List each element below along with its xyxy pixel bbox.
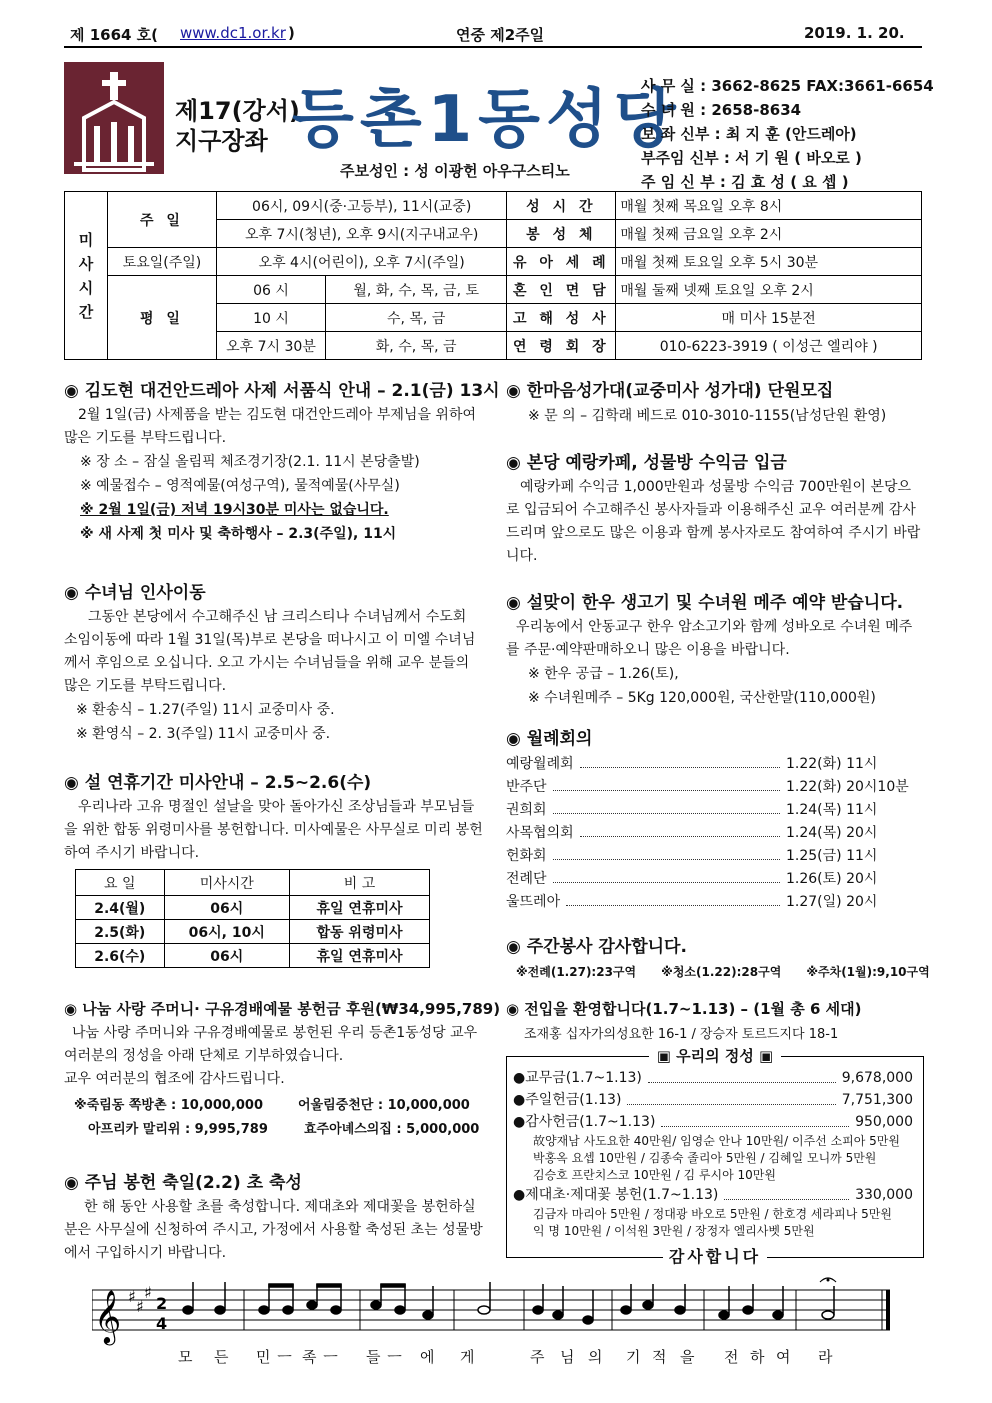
section-heading: ◉ 월례회의 (506, 729, 593, 749)
event-time: 매월 첫째 목요일 오후 8시 (616, 192, 922, 220)
choir-section (506, 376, 922, 428)
mass-schedule-table (64, 191, 922, 360)
section-body: 우리농에서 안동교구 한우 암소고기와 함께 성바오로 수녀원 메주를 주문·예약판매하오니 많은 이용을 바랍니다. (506, 619, 913, 658)
event-time: 010-6223-3919 ( 이성근 엘리야 ) (616, 332, 922, 360)
ordination-section (64, 376, 500, 546)
event-time: 매월 첫째 토요일 오후 5시 30분 (616, 248, 922, 276)
note: ※ 환영식 – 2. 3(주일) 11시 교중미사 중. (76, 726, 331, 742)
time-signature-top: 2 (156, 1294, 168, 1313)
weekday-days: 화, 수, 목, 금 (326, 332, 507, 360)
service-line: ※전례(1.27):23구역 ※청소(1.22):28구역 ※주차(1월):9,10구역 (516, 965, 930, 979)
table-row: 2.4(월) 06시 휴일 연휴미사 (76, 896, 430, 920)
section-heading: ◉ 전입을 환영합니다(1.7~1.13) – (1월 총 6 세대) (506, 1000, 862, 1018)
saturday-label: 토요일(주일) (108, 248, 217, 276)
notes (183, 1282, 834, 1324)
sunday-label: 주 일 (108, 192, 217, 248)
issue-number: 제 1664 호( (70, 26, 159, 44)
contact-info (641, 74, 934, 194)
saturday-mass: 오후 4시(어린이), 오후 7시(주일) (217, 248, 507, 276)
lyric-syllable: 모 (178, 1348, 194, 1366)
sharp-icon: ♯ (144, 1283, 152, 1302)
lyric-syllable: 전 (724, 1348, 740, 1366)
lyric-syllable: 에 (420, 1348, 436, 1366)
section-heading: ◉ 나눔 사랑 주머니· 구유경배예물 봉헌금 후원(₩34,995,789) (64, 1000, 501, 1018)
donation-item: 어울림중천단 : 10,000,000 (298, 1098, 470, 1113)
lunar-mass-table (75, 869, 430, 968)
lyric-syllable: 기 (626, 1348, 642, 1366)
sunday-mass-1: 06시, 09시(중·고등부), 11시(교중) (217, 192, 507, 220)
assistant-priest: 보 좌 신부 : 최 지 훈 (안드레아) (641, 125, 857, 143)
section-heading: ◉ 김도현 대건안드레아 사제 서품식 안내 – 2.1(금) 13시 (64, 381, 500, 401)
weekday-label: 평 일 (108, 276, 217, 360)
weekday-days: 월, 화, 수, 목, 금, 토 (326, 276, 507, 304)
lyric-syllable: 여 (776, 1348, 792, 1366)
sunday-mass-2: 오후 7시(청년), 오후 9시(지구내교우) (217, 220, 507, 248)
event-time: 매월 첫째 금요일 오후 2시 (616, 220, 922, 248)
section-heading: ◉ 설맞이 한우 생고기 및 수녀원 메주 예약 받습니다. (506, 593, 904, 613)
section-body-2: 교우 여러분의 협조에 감사드립니다. (64, 1071, 285, 1087)
section-body: 나눔 사랑 주머니와 구유경배예물로 봉헌된 우리 등촌1동성당 교우 여러분의 정성을 아래 단체로 기부하였습니다. (64, 1025, 478, 1064)
offering-row: ●제대초·제대꽃 봉헌(1.7~1.13) 330,000 (513, 1184, 913, 1206)
column-header: 미사시간 (164, 870, 290, 896)
website-link[interactable]: www.dc1.or.kr (180, 24, 286, 42)
event-name: 성 시 간 (507, 192, 616, 220)
offering-row: ●교무금(1.7~1.13) 9,678,000 (513, 1067, 913, 1089)
section-heading: ◉ 본당 예랑카페, 성물방 수익금 입금 (506, 453, 787, 473)
thanks-detail: 김승호 프란치스코 10만원 / 김 루시아 10만원 (533, 1168, 776, 1182)
offering-title: ▣ 우리의 정성 ▣ (649, 1047, 781, 1065)
district-line-2: 지구장좌 (175, 127, 268, 155)
treble-clef-icon: 𝄞 (94, 1289, 122, 1343)
altar-detail: 익 명 10만원 / 이석원 3만원 / 장정자 엘리사벳 5만원 (533, 1224, 815, 1238)
event-name: 연 령 회 장 (507, 332, 616, 360)
note: ※ 수녀원메주 – 5Kg 120,000원, 국산한말(110,000원) (528, 690, 876, 706)
note: ※ 예물접수 – 영적예물(여성구역), 물적예물(사무실) (80, 478, 400, 494)
church-icon (64, 62, 164, 174)
list-item: 전례단 1.26(토) 20시 (506, 868, 886, 891)
time-signature-bottom: 4 (156, 1314, 168, 1333)
list-item: 반주단 1.22(화) 20시10분 (506, 776, 886, 799)
parish-title: 등촌1동성당 (292, 83, 682, 157)
music-staff (92, 1276, 892, 1346)
lyric-syllable: 의 (588, 1348, 604, 1366)
event-name: 봉 성 체 (507, 220, 616, 248)
section-heading: ◉ 주님 봉헌 축일(2.2) 초 축성 (64, 1173, 302, 1193)
lyric-syllable: 주 (530, 1348, 546, 1366)
lyric-syllable: 족 ㅡ (302, 1348, 339, 1366)
thanks-text: 감사합니다 (663, 1247, 767, 1266)
lunar-section (64, 768, 484, 865)
section-heading: ◉ 수녀님 인사이동 (64, 583, 206, 603)
section-body: 예랑카페 수익금 1,000만원과 성물방 수익금 700만원이 본당으로 입금되어 수고해주신 봉사자들과 이용해주신 교우 여러분께 감사드리며 앞으로도 많은 이용과 함께 봉사자로도 참여하여 주시기 바랍니다. (506, 479, 921, 564)
issue-close: ) (288, 24, 295, 42)
column-header: 요 일 (76, 870, 165, 896)
table-row: 2.5(화) 06시, 10시 합동 위령미사 (76, 920, 430, 944)
altar-detail: 김금자 마리아 5만원 / 정대광 바오로 5만원 / 한호경 세라피나 5만원 (533, 1207, 892, 1221)
event-time: 매 미사 15분전 (616, 304, 922, 332)
mass-time-label: 미 사 시 간 (65, 192, 108, 360)
lyric-syllable: 게 (460, 1348, 476, 1366)
section-body: 한 해 동안 사용할 초를 축성합니다. 제대초와 제대꽃을 봉헌하실 분은 사무실에 신청하여 주시고, 가정에서 사용할 축성된 초는 성물방에서 구입하시기 바랍니다. (64, 1199, 483, 1261)
list-item: 사목협의회 1.24(목) 20시 (506, 822, 886, 845)
column-header: 비 고 (290, 870, 430, 896)
district-label (175, 96, 300, 156)
convent-phone: 수 녀 원 : 2658-8634 (641, 101, 802, 119)
office-phone: 사 무 실 : 3662-8625 FAX:3661-6654 (641, 77, 934, 95)
liturgical-sunday: 연중 제2주일 (456, 26, 545, 44)
note: ※ 2월 1일(금) 저녁 19시30분 미사는 없습니다. (80, 502, 389, 518)
lyric-syllable: 든 (214, 1348, 230, 1366)
welcome-section (506, 998, 922, 1042)
list-item: 헌화회 1.25(금) 11시 (506, 845, 886, 868)
thanks-detail: 박홍옥 요셉 10만원 / 김종숙 졸리아 5만원 / 김혜일 모니까 5만원 (533, 1151, 877, 1165)
masthead-bar (64, 22, 922, 48)
parish-logo (64, 62, 164, 174)
note: ※ 새 사제 첫 미사 및 축하행사 – 2.3(주일), 11시 (80, 526, 397, 542)
sharp-icon: ♯ (136, 1297, 144, 1316)
table-row: 2.6(수) 06시 휴일 연휴미사 (76, 944, 430, 968)
donation-item: 효주아녜스의집 : 5,000,000 (304, 1122, 480, 1137)
offering-row: ●감사헌금(1.7~1.13) 950,000 (513, 1111, 913, 1133)
lyric-syllable: 민 ㅡ (256, 1348, 293, 1366)
service-section (506, 932, 930, 980)
thanks-detail: 故양재남 사도요한 40만원/ 임영순 안나 10만원/ 이주선 소피아 5만원 (533, 1134, 900, 1148)
list-item: 울뜨레아 1.27(일) 20시 (506, 891, 886, 914)
event-name: 혼 인 면 담 (507, 276, 616, 304)
note: ※ 문 의 – 김학래 베드로 010-3010-1155(남성단원 환영) (528, 408, 887, 424)
candle-section (64, 1168, 484, 1265)
weekday-time: 오후 7시 30분 (217, 332, 326, 360)
event-name: 유 아 세 례 (507, 248, 616, 276)
issue-date: 2019. 1. 20. (804, 24, 905, 42)
section-heading: ◉ 주간봉사 감사합니다. (506, 937, 687, 957)
lyric-syllable: 하 (750, 1348, 766, 1366)
lyric-syllable: 들 ㅡ (366, 1348, 403, 1366)
district-line-1: 제17(강서) (175, 97, 300, 125)
newyear-section (506, 588, 922, 710)
offering-row: ●주일헌금(1.13) 7,751,300 (513, 1089, 913, 1111)
pastor: 주 임 신 부 : 김 효 성 ( 요 셉 ) (641, 173, 849, 191)
lyric-syllable: 라 (818, 1348, 834, 1366)
list-item: 권희회 1.24(목) 11시 (506, 799, 886, 822)
vice-pastor: 부주임 신부 : 서 기 원 ( 바오로 ) (641, 149, 862, 167)
section-heading: ◉ 한마음성가대(교중미사 성가대) 단원모집 (506, 381, 834, 401)
note: ※ 환송식 – 1.27(주일) 11시 교중미사 중. (76, 702, 335, 718)
sisters-section (64, 578, 484, 746)
sharp-icon: ♯ (128, 1287, 136, 1306)
cafe-section (506, 448, 922, 568)
list-item: 예랑월례회 1.22(화) 11시 (506, 753, 886, 776)
weekday-time: 06 시 (217, 276, 326, 304)
section-heading: ◉ 설 연휴기간 미사안내 – 2.5~2.6(수) (64, 773, 372, 793)
welcome-names: 조재홍 십자가의성요한 16-1 / 장승자 토르드지다 18-1 (524, 1027, 839, 1042)
note: ※ 장 소 – 잠실 올림픽 체조경기장(2.1. 11시 본당출발) (80, 454, 420, 470)
donation-item: 아프리카 말리위 : 9,995,789 (88, 1122, 268, 1137)
note: ※ 한우 공급 – 1.26(토), (528, 666, 679, 682)
patron-saint: 주보성인 : 성 이광헌 아우구스티노 (340, 162, 570, 180)
event-time: 매월 둘째 넷째 토요일 오후 2시 (616, 276, 922, 304)
lyric-syllable: 을 (680, 1348, 696, 1366)
lyric-syllable: 적 (652, 1348, 668, 1366)
donation-item: ※죽림동 쪽방촌 : 10,000,000 (74, 1098, 264, 1113)
section-body: 그동안 본당에서 수고해주신 남 크리스티나 수녀님께서 수도회 소임이동에 따라 1월 31일(목)부로 본당을 떠나시고 이 미엘 수녀님께서 후임으로 오십니다. 오고 가시는 수녀님들을 위해 교우 분들의 많은 기도를 부탁드립니다. (64, 609, 476, 694)
weekday-days: 수, 목, 금 (326, 304, 507, 332)
lyric-syllable: 님 (560, 1348, 576, 1366)
sharing-section (64, 998, 501, 1143)
section-body: 2월 1일(금) 사제품을 받는 김도현 대건안드레아 부제님을 위하여 많은 기도를 부탁드립니다. (64, 407, 476, 446)
section-body: 우리나라 고유 명절인 설날을 맞아 돌아가신 조상님들과 부모님들을 위한 합동 위령미사를 봉헌합니다. 미사예물은 사무실로 미리 봉헌하여 주시기 바랍니다. (64, 799, 483, 861)
meetings-section (506, 724, 909, 914)
offering-box (506, 1047, 924, 1266)
event-name: 고 해 성 사 (507, 304, 616, 332)
weekday-time: 10 시 (217, 304, 326, 332)
